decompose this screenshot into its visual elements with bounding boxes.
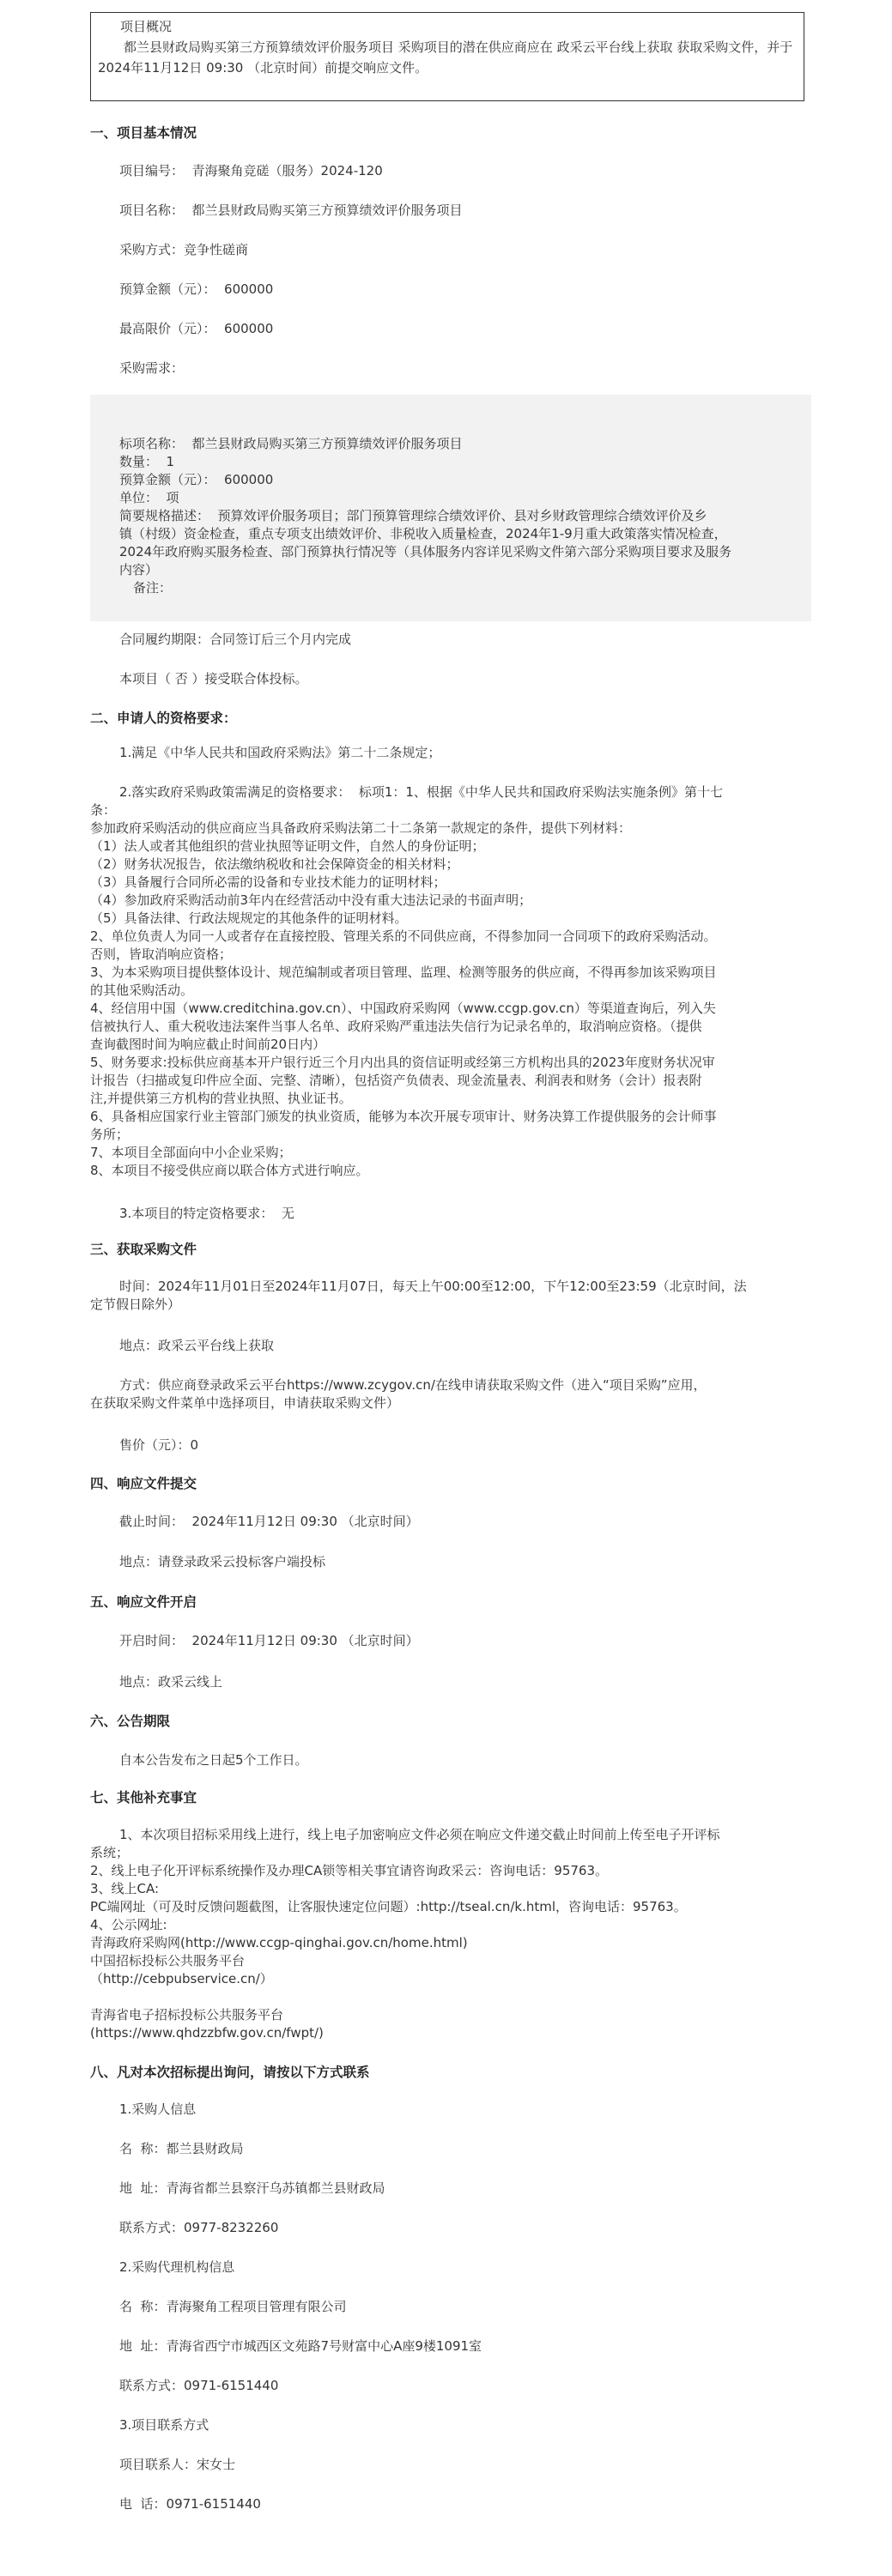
project-number: 项目编号： 青海聚角竞磋（服务）2024-120 — [119, 163, 383, 178]
section3-heading: 三、获取采购文件 — [90, 1242, 197, 1257]
qualification-line: 8、本项目不接受供应商以联合体方式进行响应。 — [90, 1163, 369, 1178]
agency-name: 名 称：青海聚角工程项目管理有限公司 — [119, 2299, 347, 2314]
supplement-line: 3、线上CA: — [90, 1881, 160, 1896]
qualification-line: （4）参加政府采购活动前3年内在经营活动中没有重大违法记录的书面声明； — [90, 892, 532, 908]
section1-heading: 一、项目基本情况 — [90, 125, 197, 141]
supplement-line: 2、线上电子化开评标系统操作及办理CA锁等相关事宜请咨询政采云：咨询电话：95763。 — [90, 1863, 608, 1878]
opening-time: 开启时间： 2024年11月12日 09:30 （北京时间） — [119, 1633, 419, 1648]
lot-quantity: 数量： 1 — [119, 454, 175, 469]
buyer-address: 地 址：青海省都兰县察汗乌苏镇都兰县财政局 — [119, 2180, 385, 2196]
qualification-line: （5）具备法律、行政法规规定的其他条件的证明材料。 — [90, 910, 408, 926]
supplement-line: (https://www.qhdzzbfw.gov.cn/fwpt/) — [90, 2025, 324, 2041]
acquisition-time: 定节假日除外） — [90, 1297, 181, 1312]
qualification-line: 参加政府采购活动的供应商应当具备政府采购法第二十二条第一款规定的条件，提供下列材料： — [90, 820, 632, 836]
section5-heading: 五、响应文件开启 — [90, 1594, 197, 1610]
section8-heading: 八、凡对本次招标提出询问，请按以下方式联系 — [90, 2065, 370, 2080]
section6-heading: 六、公告期限 — [90, 1714, 171, 1729]
qualification-line: （3）具备履行合同所必需的设备和专业技术能力的证明材料； — [90, 874, 446, 890]
qualification-line: 务所； — [90, 1127, 130, 1142]
lot-spec-line: 2024年政府购买服务检查、部门预算执行情况等（具体服务内容详见采购文件第六部分采购项目要求及服务 — [119, 544, 732, 559]
qualification-req-2: 条： — [90, 802, 117, 818]
project-overview-box — [90, 12, 804, 101]
qualification-line: 计报告（扫描或复印件应全面、完整、清晰），包括资产负债表、现金流量表、利润表和财务（会计）报表附 — [90, 1073, 702, 1088]
submission-deadline: 截止时间： 2024年11月12日 09:30 （北京时间） — [119, 1514, 419, 1529]
project-contact-title: 3.项目联系方式 — [119, 2417, 209, 2433]
max-price: 最高限价（元）： 600000 — [119, 321, 274, 336]
supplement-line: 青海政府采购网(http://www.ccgp-qinghai.gov.cn/home.html) — [90, 1935, 468, 1950]
qualification-line: 注,并提供第三方机构的营业执照、执业证书。 — [90, 1091, 352, 1106]
lot-budget: 预算金额（元）： 600000 — [119, 472, 274, 487]
agency-info-title: 2.采购代理机构信息 — [119, 2259, 235, 2275]
supplement-line: 中国招标投标公共服务平台 — [90, 1953, 246, 1968]
buyer-info-title: 1.采购人信息 — [119, 2101, 197, 2117]
qualification-line: 否则，皆取消响应资格； — [90, 946, 233, 962]
notice-period: 自本公告发布之日起5个工作日。 — [119, 1752, 308, 1768]
section4-heading: 四、响应文件提交 — [90, 1476, 197, 1491]
overview-title: 项目概况 — [120, 19, 173, 34]
supplement-line: 4、公示网址: — [90, 1917, 167, 1932]
document-price: 售价（元）：0 — [119, 1437, 199, 1453]
qualification-line: 3、为本采购项目提供整体设计、规范编制或者项目管理、监理、检测等服务的供应商，不得再参加该采购项目 — [90, 964, 717, 980]
lot-spec-line: 内容） — [119, 562, 159, 577]
qualification-line: （1）法人或者其他组织的营业执照等证明文件，自然人的身份证明； — [90, 838, 485, 854]
qualification-line: 信被执行人、重大税收违法案件当事人名单、政府采购严重违法失信行为记录名单的，取消响应资格。（提供 — [90, 1019, 702, 1034]
supplement-line: （http://cebpubservice.cn/） — [90, 1971, 273, 1986]
procurement-method: 采购方式：竞争性磋商 — [119, 242, 249, 257]
lot-name: 标项名称： 都兰县财政局购买第三方预算绩效评价服务项目 — [119, 436, 463, 451]
project-name: 项目名称： 都兰县财政局购买第三方预算绩效评价服务项目 — [119, 203, 463, 218]
supplement-line: 1、本次项目招标采用线上进行，线上电子加密响应文件必须在响应文件递交截止时间前上传至电子开评标 — [119, 1827, 720, 1842]
qualification-line: （2）财务状况报告，依法缴纳税收和社会保障资金的相关材料； — [90, 856, 459, 872]
lot-spec-line: 镇（村级）资金检查，重点专项支出绩效评价、非税收入质量检查，2024年1-9月重大政策落实情况检查， — [119, 526, 727, 541]
supplement-line: PC端网址（可及时反馈问题截图，让客服快速定位问题）:http://tseal.cn/k.html，咨询电话：95763。 — [90, 1899, 687, 1914]
qualification-line: 5、财务要求:投标供应商基本开户银行近三个月内出具的资信证明或经第三方机构出具的2023年度财务状况审 — [90, 1055, 715, 1070]
contract-period: 合同履约期限：合同签订后三个月内完成 — [119, 632, 352, 647]
acquisition-method: 在获取采购文件菜单中选择项目，申请获取采购文件） — [90, 1395, 400, 1411]
qualification-line: 6、具备相应国家行业主管部门颁发的执业资质，能够为本次开展专项审计、财务决算工作提供服务的会计师事 — [90, 1109, 717, 1124]
lot-remark: 备注： — [133, 580, 173, 596]
qualification-req-1: 1.满足《中华人民共和国政府采购法》第二十二条规定； — [119, 745, 441, 760]
agency-address: 地 址：青海省西宁市城西区文苑路7号财富中心A座9楼1091室 — [119, 2338, 482, 2354]
agency-contact: 联系方式：0971-6151440 — [119, 2378, 279, 2393]
budget-amount: 预算金额（元）： 600000 — [119, 281, 274, 297]
qualification-line: 的其他采购活动。 — [90, 983, 194, 998]
section7-heading: 七、其他补充事宜 — [90, 1790, 197, 1805]
qualification-line: 4、经信用中国（www.creditchina.gov.cn）、中国政府采购网（www.ccgp.gov.cn）等渠道查询后，列入失 — [90, 1001, 716, 1016]
specific-qualification: 3.本项目的特定资格要求： 无 — [119, 1206, 294, 1221]
lot-spec-line: 简要规格描述： 预算效评价服务项目；部门预算管理综合绩效评价、县对乡财政管理综合绩效评价及乡 — [119, 508, 707, 523]
acquisition-time: 时间：2024年11月01日至2024年11月07日，每天上午00:00至12:00，下午12:00至23:59（北京时间，法 — [119, 1279, 747, 1294]
qualification-req-2: 2.落实政府采购政策需满足的资格要求： 标项1：1、根据《中华人民共和国政府采购法实施条例》第十七 — [119, 784, 723, 800]
buyer-name: 名 称：都兰县财政局 — [119, 2141, 244, 2156]
consortium-note: 本项目（ 否 ）接受联合体投标。 — [119, 671, 308, 686]
lot-unit: 单位： 项 — [119, 490, 179, 505]
project-contact-person: 项目联系人：宋女士 — [119, 2457, 236, 2472]
supplement-line: 青海省电子招标投标公共服务平台 — [90, 2007, 284, 2023]
qualification-line: 2、单位负责人为同一人或者存在直接控股、管理关系的不同供应商，不得参加同一合同项下的政府采购活动。 — [90, 928, 717, 944]
opening-place: 地点：政采云线上 — [119, 1674, 223, 1690]
qualification-line: 查询截图时间为响应截止时间前20日内） — [90, 1037, 326, 1052]
acquisition-place: 地点：政采云平台线上获取 — [119, 1338, 275, 1353]
submission-place: 地点：请登录政采云投标客户端投标 — [119, 1554, 326, 1569]
buyer-contact: 联系方式：0977-8232260 — [119, 2220, 279, 2235]
qualification-line: 7、本项目全部面向中小企业采购； — [90, 1145, 292, 1160]
project-contact-phone: 电 话：0971-6151440 — [119, 2496, 261, 2512]
procurement-requirement-label: 采购需求： — [119, 360, 185, 376]
section2-heading: 二、申请人的资格要求： — [90, 711, 237, 726]
overview-text: 都兰县财政局购买第三方预算绩效评价服务项目 采购项目的潜在供应商应在 政采云平台线上获取 获取采购文件，并于 2024年11月12日 09:30 （北京时间）前提交响应文件。 — [98, 39, 798, 76]
acquisition-method: 方式：供应商登录政采云平台https://www.zcygov.cn/在线申请获取采购文件（进入“项目采购”应用， — [119, 1377, 707, 1393]
supplement-line: 系统； — [90, 1845, 130, 1860]
